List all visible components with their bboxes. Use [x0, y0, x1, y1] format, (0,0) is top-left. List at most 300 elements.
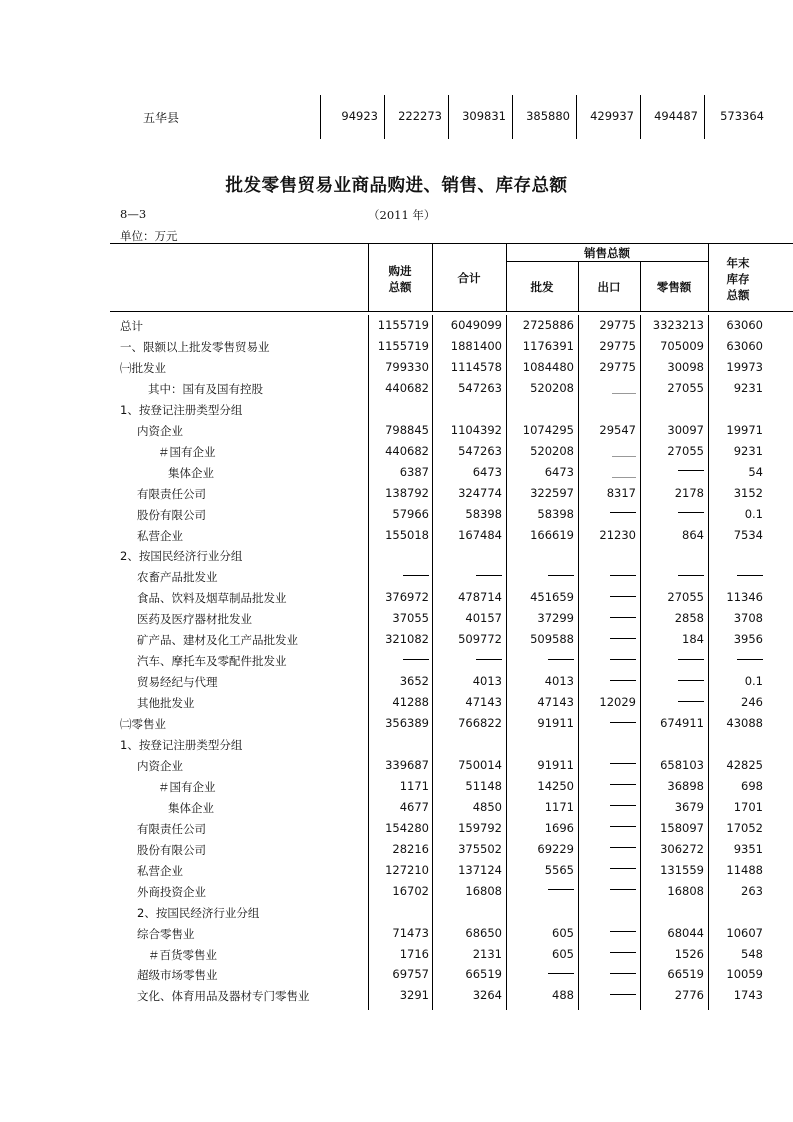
row-value: 58398 [537, 506, 574, 521]
blank-value [578, 465, 636, 479]
row-value: 37299 [537, 611, 574, 626]
table-row [0, 587, 793, 608]
dash-value [506, 884, 574, 898]
table-row [0, 734, 793, 755]
row-label: 集体企业 [168, 465, 214, 480]
dash-value [506, 569, 574, 583]
row-label: 农畜产品批发业 [137, 570, 218, 585]
table-row [0, 881, 793, 902]
row-label: 私营企业 [137, 863, 183, 878]
fragment-value: 94923 [341, 109, 378, 123]
fragment-value: 222273 [398, 109, 442, 123]
row-value: 19971 [726, 422, 763, 437]
row-value: 11488 [726, 862, 763, 877]
row-value: 5565 [544, 862, 574, 877]
table-row [0, 650, 793, 671]
row-value: 2776 [674, 988, 704, 1003]
row-value: 321082 [385, 632, 429, 647]
row-value: 1155719 [377, 318, 429, 332]
row-label: 其中：国有及国有控股 [148, 381, 263, 396]
row-label: 集体企业 [168, 800, 214, 815]
header-top-rule [110, 243, 793, 244]
row-value: 10059 [726, 967, 763, 982]
row-value: 166619 [530, 527, 574, 542]
row-label: 1、按登记注册类型分组 [120, 738, 243, 752]
blank-value [578, 444, 636, 458]
header-stock: 年末 库存 总额 [726, 256, 750, 302]
table-row [0, 629, 793, 650]
row-value: 451659 [530, 590, 574, 605]
table-row [0, 902, 793, 923]
row-value: 520208 [530, 443, 574, 458]
row-value: 4677 [399, 799, 429, 814]
dash-value [506, 967, 574, 981]
dash-mark [610, 512, 636, 513]
row-value: 16808 [465, 883, 502, 898]
dash-value [640, 569, 704, 583]
divider [640, 95, 641, 139]
row-label: 一、限额以上批发零售贸易业 [120, 339, 270, 354]
row-value: 520208 [530, 380, 574, 395]
row-value: 47143 [537, 695, 574, 710]
row-value: 2858 [674, 611, 704, 626]
header-export: 出口 [597, 280, 621, 294]
row-value: 263 [741, 883, 763, 898]
dash-mark [610, 973, 636, 974]
table-row [0, 315, 793, 336]
dash-mark [610, 575, 636, 576]
row-value: 12029 [599, 695, 636, 710]
dash-mark [610, 617, 636, 618]
dash-value [640, 653, 704, 667]
divider [704, 95, 705, 139]
row-value: 1526 [674, 946, 704, 961]
row-label: 文化、体育用品及器材专门零售业 [137, 989, 310, 1004]
dash-value [708, 653, 763, 667]
dash-value [578, 821, 636, 835]
dash-value [640, 507, 704, 521]
row-value: 798845 [385, 422, 429, 437]
row-value: 766822 [458, 716, 502, 731]
row-value: 16702 [392, 883, 429, 898]
row-label: 2、按国民经济行业分组 [137, 905, 260, 920]
table-row [0, 357, 793, 378]
dash-value [506, 653, 574, 667]
row-value: 155018 [385, 527, 429, 542]
dash-value [578, 674, 636, 688]
row-value: 41288 [392, 695, 429, 710]
row-label: 食品、饮料及烟草制品批发业 [137, 591, 287, 606]
dash-mark [610, 805, 636, 806]
dash-value [432, 569, 502, 583]
row-value: 547263 [458, 443, 502, 458]
row-value: 10607 [726, 925, 763, 940]
row-value: 167484 [458, 527, 502, 542]
dash-value [578, 611, 636, 625]
row-value: 3264 [472, 988, 502, 1003]
row-value: 605 [552, 946, 574, 961]
dash-mark [737, 659, 763, 660]
row-value: 705009 [660, 338, 704, 353]
row-value: 2178 [674, 485, 704, 500]
table-row [0, 944, 793, 965]
row-value: 1743 [733, 988, 763, 1003]
table-code: 8—3 [120, 207, 147, 221]
row-value: 509772 [458, 632, 502, 647]
row-value: 750014 [458, 757, 502, 772]
row-label: 医药及医疗器材批发业 [137, 612, 252, 627]
row-value: 1074295 [522, 422, 574, 437]
row-value: 605 [552, 925, 574, 940]
row-label: ＃国有企业 [158, 779, 216, 794]
divider [320, 95, 321, 139]
row-value: 27055 [667, 443, 704, 458]
row-value: 42825 [726, 757, 763, 772]
row-value: 1155719 [377, 338, 429, 353]
dash-mark [610, 784, 636, 785]
row-value: 6473 [544, 464, 574, 479]
row-value: 2131 [472, 946, 502, 961]
unit-label: 单位：万元 [120, 229, 178, 243]
table-row [0, 713, 793, 734]
dash-value [368, 653, 429, 667]
row-value: 376972 [385, 590, 429, 605]
table-row [0, 608, 793, 629]
dash-value [578, 842, 636, 856]
row-value: 1176391 [522, 338, 574, 353]
row-value: 63060 [726, 318, 763, 332]
table-row [0, 441, 793, 462]
row-value: 2725886 [522, 318, 574, 332]
dash-mark [678, 680, 704, 681]
dash-value [578, 926, 636, 940]
table-row [0, 860, 793, 881]
table-row [0, 378, 793, 399]
sales-group-rule [506, 261, 708, 262]
row-value: 3323213 [652, 318, 704, 332]
dash-value [578, 758, 636, 772]
table-row [0, 483, 793, 504]
dash-mark [403, 659, 429, 660]
row-value: 184 [682, 632, 704, 647]
table-row [0, 797, 793, 818]
header-wholesale: 批发 [530, 280, 554, 294]
row-value: 154280 [385, 820, 429, 835]
row-value: 548 [741, 946, 763, 961]
row-value: 158097 [660, 820, 704, 835]
dash-mark [610, 931, 636, 932]
row-value: 43088 [726, 716, 763, 731]
dash-value [578, 653, 636, 667]
table-row [0, 566, 793, 587]
dash-value [578, 988, 636, 1002]
row-value: 509588 [530, 632, 574, 647]
header-total: 合计 [457, 271, 481, 285]
row-value: 7534 [733, 527, 763, 542]
row-value: 6473 [472, 464, 502, 479]
fragment-value: 573364 [720, 109, 764, 123]
divider [384, 95, 385, 139]
blank-mark [612, 393, 636, 394]
dash-mark [610, 847, 636, 848]
row-value: 131559 [660, 862, 704, 877]
row-value: 864 [682, 527, 704, 542]
row-value: 51148 [465, 778, 502, 793]
row-value: 4013 [472, 674, 502, 689]
row-value: 54 [748, 464, 763, 479]
previous-table-fragment [0, 95, 793, 139]
header-bottom-rule [110, 311, 793, 312]
dash-mark [678, 659, 704, 660]
row-value: 4013 [544, 674, 574, 689]
fragment-value: 309831 [462, 109, 506, 123]
row-value: 4850 [472, 799, 502, 814]
row-label: 股份有限公司 [137, 507, 206, 522]
table-row [0, 671, 793, 692]
table-row [0, 923, 793, 944]
row-value: 1696 [544, 820, 574, 835]
table-row [0, 336, 793, 357]
table-row [0, 525, 793, 546]
dash-value [578, 779, 636, 793]
row-value: 339687 [385, 757, 429, 772]
row-value: 0.1 [744, 506, 763, 521]
row-label: 1、按登记注册类型分组 [120, 402, 243, 417]
row-label: 汽车、摩托车及零配件批发业 [137, 654, 287, 669]
dash-mark [678, 575, 704, 576]
dash-value [578, 863, 636, 877]
row-value: 63060 [726, 338, 763, 353]
dash-mark [403, 575, 429, 576]
row-label: ㈡零售业 [120, 717, 166, 732]
row-value: 356389 [385, 716, 429, 731]
table-row [0, 504, 793, 525]
row-value: 9231 [733, 443, 763, 458]
row-value: 375502 [458, 841, 502, 856]
header-purchase: 购进 总额 [388, 264, 412, 294]
row-value: 3291 [399, 988, 429, 1003]
dash-mark [610, 868, 636, 869]
dash-mark [548, 575, 574, 576]
row-label: 内资企业 [137, 423, 183, 438]
fragment-value: 385880 [526, 109, 570, 123]
dash-mark [476, 659, 502, 660]
row-value: 71473 [392, 925, 429, 940]
fragment-value: 429937 [590, 109, 634, 123]
dash-mark [678, 470, 704, 471]
row-value: 127210 [385, 862, 429, 877]
dash-value [578, 632, 636, 646]
dash-value [640, 695, 704, 709]
row-value: 1881400 [450, 338, 502, 353]
row-label: 超级市场零售业 [137, 968, 218, 983]
row-value: 3152 [733, 485, 763, 500]
dash-value [578, 967, 636, 981]
row-value: 159792 [458, 820, 502, 835]
row-value: 58398 [465, 506, 502, 521]
row-value: 3652 [399, 674, 429, 689]
row-value: 6049099 [450, 318, 502, 332]
row-value: 306272 [660, 841, 704, 856]
row-value: 91911 [537, 757, 574, 772]
row-value: 68044 [667, 925, 704, 940]
row-value: 57966 [392, 506, 429, 521]
fragment-value: 494487 [654, 109, 698, 123]
row-label: ＃国有企业 [158, 444, 216, 459]
dash-value [578, 569, 636, 583]
dash-mark [610, 826, 636, 827]
dash-mark [610, 659, 636, 660]
row-value: 698 [741, 778, 763, 793]
table-row [0, 755, 793, 776]
row-value: 1716 [399, 946, 429, 961]
row-value: 478714 [458, 590, 502, 605]
row-label: 外商投资企业 [137, 884, 206, 899]
table-row [0, 818, 793, 839]
row-value: 246 [741, 695, 763, 710]
row-value: 440682 [385, 443, 429, 458]
table-row [0, 462, 793, 483]
table-year: （2011 年） [368, 208, 436, 222]
row-value: 27055 [667, 380, 704, 395]
row-value: 29775 [599, 359, 636, 374]
row-value: 36898 [667, 778, 704, 793]
row-value: 1084480 [522, 359, 574, 374]
row-value: 658103 [660, 757, 704, 772]
dash-value [640, 465, 704, 479]
row-value: 8317 [606, 485, 636, 500]
row-value: 30097 [667, 422, 704, 437]
dash-value [578, 507, 636, 521]
row-value: 547263 [458, 380, 502, 395]
row-value: 40157 [465, 611, 502, 626]
row-label: ＃百货零售业 [148, 947, 217, 962]
row-value: 14250 [537, 778, 574, 793]
table-row [0, 399, 793, 420]
row-value: 69757 [392, 967, 429, 982]
row-value: 29775 [599, 338, 636, 353]
dash-value [578, 716, 636, 730]
table-row [0, 964, 793, 985]
row-value: 91911 [537, 716, 574, 731]
row-label: 2、按国民经济行业分组 [120, 549, 243, 564]
dash-value [640, 674, 704, 688]
row-value: 3679 [674, 799, 704, 814]
row-label: 其他批发业 [137, 696, 195, 711]
row-value: 0.1 [744, 674, 763, 689]
county-name: 五华县 [143, 111, 180, 125]
row-value: 16808 [667, 883, 704, 898]
row-label: 私营企业 [137, 528, 183, 543]
dash-value [708, 569, 763, 583]
dash-mark [610, 994, 636, 995]
header-retail: 零售额 [656, 280, 692, 294]
dash-value [578, 800, 636, 814]
row-label: 总计 [120, 319, 143, 333]
table-row [0, 420, 793, 441]
blank-value [578, 381, 636, 395]
row-value: 9351 [733, 841, 763, 856]
row-value: 29775 [599, 318, 636, 332]
dash-mark [610, 952, 636, 953]
row-value: 30098 [667, 359, 704, 374]
dash-value [578, 590, 636, 604]
row-label: 贸易经纪与代理 [137, 675, 218, 690]
row-value: 37055 [392, 611, 429, 626]
table-title: 批发零售贸易业商品购进、销售、库存总额 [225, 176, 568, 196]
row-value: 1701 [733, 799, 763, 814]
dash-mark [610, 722, 636, 723]
table-row [0, 545, 793, 566]
row-value: 137124 [458, 862, 502, 877]
dash-mark [610, 680, 636, 681]
row-value: 66519 [465, 967, 502, 982]
blank-mark [612, 477, 636, 478]
row-value: 1104392 [450, 422, 502, 437]
row-value: 324774 [458, 485, 502, 500]
row-value: 440682 [385, 380, 429, 395]
row-value: 47143 [465, 695, 502, 710]
dash-mark [548, 889, 574, 890]
row-value: 138792 [385, 485, 429, 500]
table-row [0, 839, 793, 860]
row-value: 29547 [599, 422, 636, 437]
dash-mark [678, 701, 704, 702]
row-label: 股份有限公司 [137, 842, 206, 857]
row-value: 799330 [385, 359, 429, 374]
row-value: 3956 [733, 632, 763, 647]
dash-mark [737, 575, 763, 576]
row-value: 1171 [544, 799, 574, 814]
dash-mark [476, 575, 502, 576]
dash-mark [610, 763, 636, 764]
table-row [0, 692, 793, 713]
row-label: 有限责任公司 [137, 821, 206, 836]
row-value: 1114578 [450, 359, 502, 374]
row-value: 66519 [667, 967, 704, 982]
divider [512, 95, 513, 139]
row-label: 矿产品、建材及化工产品批发业 [137, 633, 298, 648]
dash-mark [610, 638, 636, 639]
row-value: 674911 [660, 716, 704, 731]
row-value: 68650 [465, 925, 502, 940]
row-value: 488 [552, 988, 574, 1003]
row-value: 27055 [667, 590, 704, 605]
dash-mark [610, 889, 636, 890]
row-value: 322597 [530, 485, 574, 500]
dash-mark [678, 512, 704, 513]
dash-mark [548, 973, 574, 974]
row-label: ㈠批发业 [120, 360, 166, 375]
row-value: 6387 [399, 464, 429, 479]
divider [448, 95, 449, 139]
row-label: 综合零售业 [137, 926, 195, 941]
divider [576, 95, 577, 139]
table-row [0, 985, 793, 1006]
header-sales-group: 销售总额 [584, 246, 630, 260]
row-value: 21230 [599, 527, 636, 542]
row-label: 内资企业 [137, 758, 183, 773]
dash-value [432, 653, 502, 667]
dash-value [368, 569, 429, 583]
row-value: 19973 [726, 359, 763, 374]
row-value: 11346 [726, 590, 763, 605]
table-row [0, 776, 793, 797]
row-value: 1171 [399, 778, 429, 793]
row-value: 69229 [537, 841, 574, 856]
row-label: 有限责任公司 [137, 486, 206, 501]
row-value: 9231 [733, 380, 763, 395]
